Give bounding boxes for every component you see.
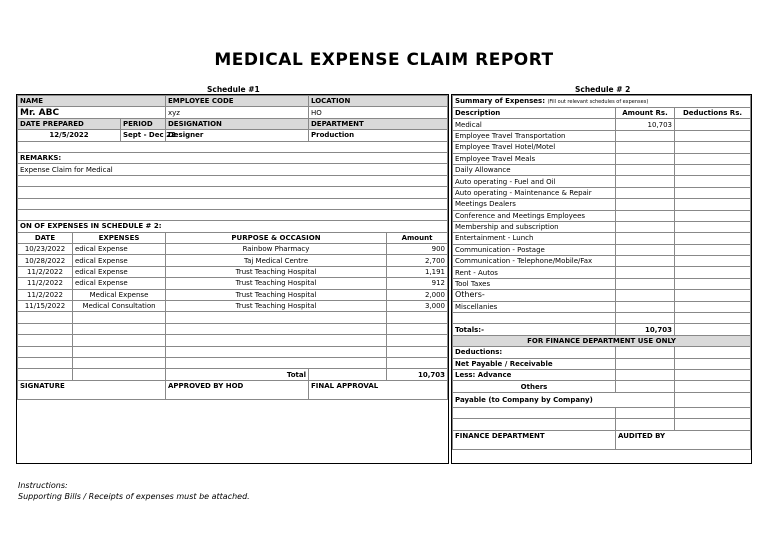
audited-by-label[interactable]: AUDITED BY bbox=[616, 430, 751, 449]
remarks-line[interactable] bbox=[18, 209, 448, 220]
expense-amount[interactable]: 1,191 bbox=[387, 266, 448, 277]
summary-description: Tool Taxes bbox=[453, 278, 616, 289]
expense-type[interactable]: edical Expense bbox=[73, 278, 166, 289]
empty-cell bbox=[309, 369, 387, 380]
summary-row[interactable] bbox=[453, 130, 751, 141]
expense-amount[interactable] bbox=[387, 346, 448, 357]
empty-cell bbox=[73, 369, 166, 380]
payable-value[interactable] bbox=[675, 392, 751, 407]
totals-label: Totals:- bbox=[453, 324, 616, 335]
summary-deduction[interactable] bbox=[675, 267, 751, 278]
others-label: Others bbox=[453, 381, 616, 392]
expense-amount[interactable] bbox=[387, 357, 448, 368]
name-value[interactable]: Mr. ABC bbox=[18, 107, 166, 118]
expense-row[interactable] bbox=[18, 255, 448, 266]
expense-type[interactable]: edical Expense bbox=[73, 266, 166, 277]
purpose-header: PURPOSE & OCCASION bbox=[166, 232, 387, 243]
summary-description: Rent - Autos bbox=[453, 267, 616, 278]
schedule-1-table bbox=[17, 95, 448, 400]
expense-purpose[interactable] bbox=[166, 312, 387, 323]
summary-row[interactable] bbox=[453, 142, 751, 153]
summary-amount[interactable] bbox=[616, 301, 675, 312]
period-label: PERIOD bbox=[121, 118, 166, 129]
expense-purpose[interactable] bbox=[166, 335, 387, 346]
expense-purpose[interactable] bbox=[166, 357, 387, 368]
empty-cell[interactable] bbox=[675, 407, 751, 418]
summary-deduction[interactable] bbox=[675, 142, 751, 153]
expense-type[interactable]: Medical Consultation bbox=[73, 301, 166, 312]
expense-row[interactable] bbox=[18, 335, 448, 346]
summary-description: Miscellanies bbox=[453, 301, 616, 312]
schedule-2-table bbox=[452, 95, 751, 450]
summary-row[interactable] bbox=[453, 119, 751, 130]
date-prepared-value[interactable]: 12/5/2022 bbox=[18, 130, 121, 141]
summary-description: Communication - Postage bbox=[453, 244, 616, 255]
deductions-label: Deductions: bbox=[453, 347, 616, 358]
deductions-rs-header: Deductions Rs. bbox=[675, 108, 751, 119]
expense-purpose[interactable]: Trust Teaching Hospital bbox=[166, 278, 387, 289]
expense-date[interactable]: 10/28/2022 bbox=[18, 255, 73, 266]
summary-amount[interactable] bbox=[616, 221, 675, 232]
location-label: LOCATION bbox=[309, 96, 448, 107]
others-amount[interactable] bbox=[616, 381, 675, 392]
summary-deduction[interactable] bbox=[675, 256, 751, 267]
less-advance-amount[interactable] bbox=[616, 369, 675, 380]
empty-cell bbox=[453, 419, 616, 430]
payable-label: Payable (to Company by Company) bbox=[453, 392, 675, 407]
summary-description: Others- bbox=[453, 290, 616, 301]
signature-label[interactable]: SIGNATURE bbox=[18, 380, 166, 399]
summary-deduction[interactable] bbox=[675, 164, 751, 175]
summary-amount[interactable] bbox=[616, 267, 675, 278]
summary-description: Medical bbox=[453, 119, 616, 130]
finance-department-label[interactable]: FINANCE DEPARTMENT bbox=[453, 430, 616, 449]
summary-title bbox=[453, 96, 751, 108]
name-label: NAME bbox=[18, 96, 166, 107]
summary-description: Auto operating - Maintenance & Repair bbox=[453, 187, 616, 198]
summary-amount[interactable] bbox=[616, 176, 675, 187]
summary-amount[interactable] bbox=[616, 153, 675, 164]
department-label: DEPARTMENT bbox=[309, 118, 448, 129]
expense-row[interactable] bbox=[18, 301, 448, 312]
summary-deduction[interactable] bbox=[675, 210, 751, 221]
expense-row[interactable] bbox=[18, 357, 448, 368]
expense-row[interactable] bbox=[18, 289, 448, 300]
expense-type[interactable]: edical Expense bbox=[73, 255, 166, 266]
empty-cell[interactable] bbox=[616, 313, 675, 324]
summary-amount[interactable] bbox=[616, 199, 675, 210]
summary-description: Auto operating - Fuel and Oil bbox=[453, 176, 616, 187]
expense-amount[interactable]: 2,000 bbox=[387, 289, 448, 300]
period-value[interactable]: Sept - Dec 22 bbox=[121, 130, 166, 141]
deductions-amount[interactable] bbox=[616, 347, 675, 358]
expense-date[interactable]: 11/2/2022 bbox=[18, 289, 73, 300]
designation-label: DESIGNATION bbox=[166, 118, 309, 129]
summary-row[interactable] bbox=[453, 164, 751, 175]
expense-date[interactable] bbox=[18, 335, 73, 346]
expense-type[interactable] bbox=[73, 312, 166, 323]
summary-amount[interactable] bbox=[616, 187, 675, 198]
expense-type[interactable] bbox=[73, 323, 166, 334]
summary-amount[interactable] bbox=[616, 278, 675, 289]
expense-type[interactable]: Medical Expense bbox=[73, 289, 166, 300]
summary-amount[interactable] bbox=[616, 130, 675, 141]
expense-row[interactable] bbox=[18, 323, 448, 334]
summary-description: Membership and subscription bbox=[453, 221, 616, 232]
remarks-line[interactable] bbox=[18, 175, 448, 186]
summary-row[interactable] bbox=[453, 210, 751, 221]
summary-deduction[interactable] bbox=[675, 199, 751, 210]
summary-description: Daily Allowance bbox=[453, 164, 616, 175]
expense-row[interactable] bbox=[18, 266, 448, 277]
instructions-label: Instructions: bbox=[18, 481, 68, 490]
expense-date[interactable] bbox=[18, 323, 73, 334]
summary-deduction[interactable] bbox=[675, 153, 751, 164]
totals-value: 10,703 bbox=[616, 324, 675, 335]
summary-amount[interactable] bbox=[616, 244, 675, 255]
summary-row[interactable] bbox=[453, 278, 751, 289]
summary-title-text: Summary of Expenses: bbox=[455, 97, 545, 105]
summary-description: Meetings Dealers bbox=[453, 199, 616, 210]
less-advance-value[interactable] bbox=[675, 369, 751, 380]
summary-row[interactable] bbox=[453, 267, 751, 278]
expense-purpose[interactable]: Trust Teaching Hospital bbox=[166, 301, 387, 312]
instructions-text: Supporting Bills / Receipts of expenses must be attached. bbox=[18, 492, 250, 501]
approved-by-hod-label[interactable]: APPROVED BY HOD bbox=[166, 380, 309, 399]
expense-amount[interactable]: 912 bbox=[387, 278, 448, 289]
summary-deduction[interactable] bbox=[675, 244, 751, 255]
net-payable-value[interactable] bbox=[675, 358, 751, 369]
summary-amount[interactable] bbox=[616, 210, 675, 221]
empty-cell bbox=[18, 369, 73, 380]
expense-date[interactable]: 11/2/2022 bbox=[18, 278, 73, 289]
expense-date[interactable] bbox=[18, 357, 73, 368]
summary-row[interactable] bbox=[453, 256, 751, 267]
empty-cell[interactable] bbox=[616, 419, 675, 430]
summary-deduction[interactable] bbox=[675, 119, 751, 130]
remarks-label: REMARKS: bbox=[18, 152, 448, 163]
description-header: Description bbox=[453, 108, 616, 119]
remarks-line[interactable] bbox=[18, 198, 448, 209]
expense-amount[interactable]: 900 bbox=[387, 244, 448, 255]
summary-row[interactable] bbox=[453, 301, 751, 312]
expense-type[interactable] bbox=[73, 335, 166, 346]
schedule-2-title: Schedule # 2 bbox=[575, 85, 631, 94]
schedule-1-title: Schedule #1 bbox=[207, 85, 260, 94]
summary-deduction[interactable] bbox=[675, 130, 751, 141]
date-prepared-label: DATE PREPARED bbox=[18, 118, 121, 129]
expense-amount[interactable] bbox=[387, 312, 448, 323]
summary-description: Communication - Telephone/Mobile/Fax bbox=[453, 256, 616, 267]
remarks-value[interactable]: Expense Claim for Medical bbox=[18, 164, 448, 175]
finance-use-banner: FOR FINANCE DEPARTMENT USE ONLY bbox=[453, 335, 751, 346]
total-value: 10,703 bbox=[387, 369, 448, 380]
less-advance-label: Less: Advance bbox=[453, 369, 616, 380]
expense-amount[interactable]: 3,000 bbox=[387, 301, 448, 312]
expense-row[interactable] bbox=[18, 278, 448, 289]
summary-amount[interactable] bbox=[616, 142, 675, 153]
expense-date[interactable] bbox=[18, 346, 73, 357]
expenses-section-label: ON OF EXPENSES IN SCHEDULE # 2: bbox=[18, 221, 448, 232]
expense-purpose[interactable]: Rainbow Pharmacy bbox=[166, 244, 387, 255]
expense-purpose[interactable]: Trust Teaching Hospital bbox=[166, 266, 387, 277]
summary-amount[interactable]: 10,703 bbox=[616, 119, 675, 130]
expense-date[interactable]: 11/2/2022 bbox=[18, 266, 73, 277]
net-payable-amount[interactable] bbox=[616, 358, 675, 369]
spacer-row bbox=[18, 141, 448, 152]
final-approval-label[interactable]: FINAL APPROVAL bbox=[309, 380, 448, 399]
summary-row[interactable] bbox=[453, 290, 751, 301]
summary-deduction[interactable] bbox=[675, 187, 751, 198]
summary-deduction[interactable] bbox=[675, 290, 751, 301]
summary-deduction[interactable] bbox=[675, 278, 751, 289]
expense-purpose[interactable] bbox=[166, 346, 387, 357]
summary-description: Employee Travel Hotel/Motel bbox=[453, 142, 616, 153]
amount-header: Amount bbox=[387, 232, 448, 243]
empty-cell[interactable] bbox=[675, 419, 751, 430]
empty-cell bbox=[453, 313, 616, 324]
expense-type[interactable] bbox=[73, 346, 166, 357]
expense-row[interactable] bbox=[18, 346, 448, 357]
expenses-header: EXPENSES bbox=[73, 232, 166, 243]
expense-purpose[interactable]: Trust Teaching Hospital bbox=[166, 289, 387, 300]
net-payable-label: Net Payable / Receivable bbox=[453, 358, 616, 369]
expense-amount[interactable] bbox=[387, 323, 448, 334]
summary-description: Entertainment - Lunch bbox=[453, 233, 616, 244]
amount-rs-header: Amount Rs. bbox=[616, 108, 675, 119]
empty-cell bbox=[453, 407, 616, 418]
deductions-value[interactable] bbox=[675, 347, 751, 358]
location-value[interactable]: HO bbox=[309, 107, 448, 118]
expense-date[interactable] bbox=[18, 312, 73, 323]
summary-amount[interactable] bbox=[616, 290, 675, 301]
summary-deduction[interactable] bbox=[675, 221, 751, 232]
others-value[interactable] bbox=[675, 381, 751, 392]
empty-cell[interactable] bbox=[675, 313, 751, 324]
summary-row[interactable] bbox=[453, 187, 751, 198]
remarks-line[interactable] bbox=[18, 187, 448, 198]
summary-description: Employee Travel Transportation bbox=[453, 130, 616, 141]
page-title: MEDICAL EXPENSE CLAIM REPORT bbox=[214, 50, 554, 70]
empty-cell bbox=[675, 324, 751, 335]
expense-type[interactable]: edical Expense bbox=[73, 244, 166, 255]
summary-row[interactable] bbox=[453, 199, 751, 210]
employee-code-label: EMPLOYEE CODE bbox=[166, 96, 309, 107]
expense-purpose[interactable] bbox=[166, 323, 387, 334]
summary-amount[interactable] bbox=[616, 164, 675, 175]
expense-date[interactable]: 11/15/2022 bbox=[18, 301, 73, 312]
empty-cell[interactable] bbox=[616, 407, 675, 418]
summary-row[interactable] bbox=[453, 221, 751, 232]
expense-amount[interactable]: 2,700 bbox=[387, 255, 448, 266]
summary-description: Employee Travel Meals bbox=[453, 153, 616, 164]
summary-row[interactable] bbox=[453, 233, 751, 244]
summary-deduction[interactable] bbox=[675, 233, 751, 244]
expense-date[interactable]: 10/23/2022 bbox=[18, 244, 73, 255]
employee-code-value[interactable]: xyz bbox=[166, 107, 309, 118]
summary-amount[interactable] bbox=[616, 233, 675, 244]
department-value[interactable]: Production bbox=[309, 130, 448, 141]
summary-amount[interactable] bbox=[616, 256, 675, 267]
summary-row[interactable] bbox=[453, 176, 751, 187]
summary-row[interactable] bbox=[453, 244, 751, 255]
summary-deduction[interactable] bbox=[675, 176, 751, 187]
summary-note: (Fill out relevant schedules of expenses) bbox=[547, 99, 649, 105]
summary-deduction[interactable] bbox=[675, 301, 751, 312]
summary-row[interactable] bbox=[453, 153, 751, 164]
date-header: DATE bbox=[18, 232, 73, 243]
designation-value[interactable]: Designer bbox=[166, 130, 309, 141]
expense-row[interactable] bbox=[18, 244, 448, 255]
expense-row[interactable] bbox=[18, 312, 448, 323]
summary-description: Conference and Meetings Employees bbox=[453, 210, 616, 221]
expense-purpose[interactable]: Taj Medical Centre bbox=[166, 255, 387, 266]
expense-amount[interactable] bbox=[387, 335, 448, 346]
total-label: Total bbox=[166, 369, 309, 380]
expense-type[interactable] bbox=[73, 357, 166, 368]
